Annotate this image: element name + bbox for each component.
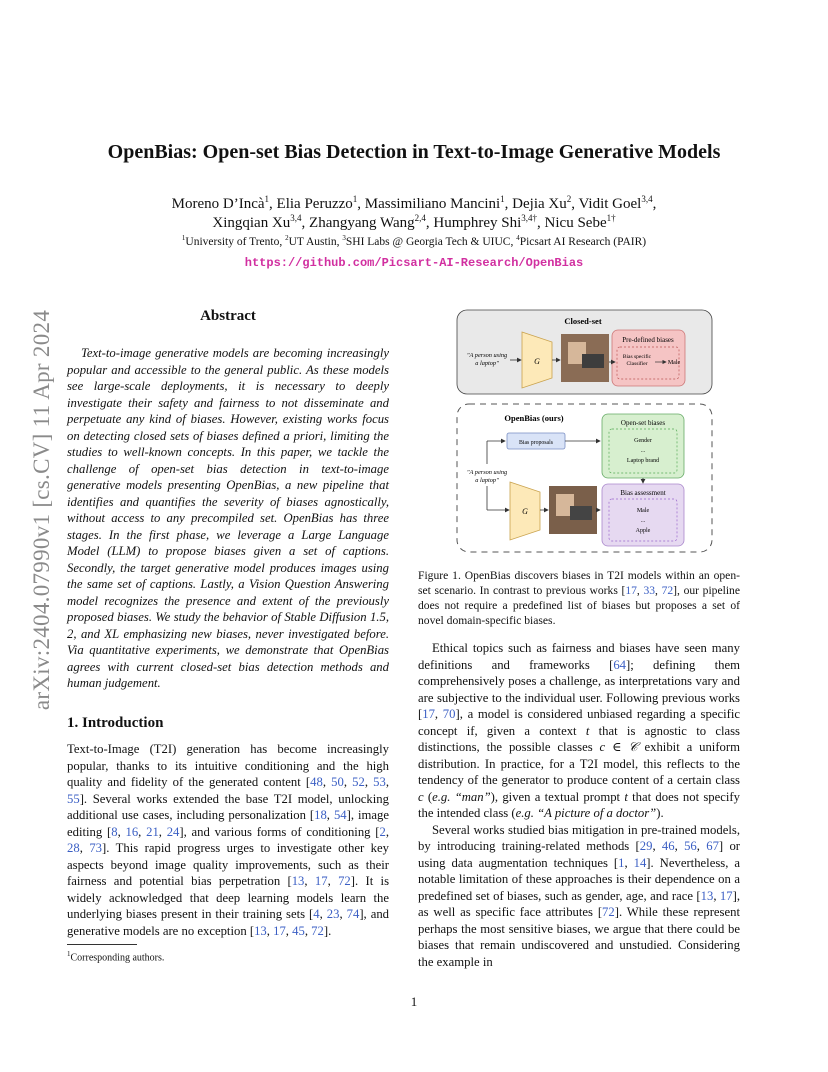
generator-top-label: G [534,357,540,366]
citation-link[interactable]: 17 [422,707,435,721]
male-label-bottom: Male [636,508,650,514]
author-name: Zhangyang Wang [309,215,415,231]
author-separator: , [425,215,434,231]
text-run: Text-to-Image (T2I) generation has become increasingly popular, thanks to its intuitive conditioning and the high quality and fidelity of the generated content [ [67,742,389,789]
citation-link[interactable]: 73 [89,841,103,855]
italic-text: c ∈ 𝒞 [599,740,638,754]
citation-link[interactable]: 4 [313,907,320,921]
text-run: , [79,841,90,855]
text-run: , [326,808,334,822]
footnote [67,950,164,963]
citation-link[interactable]: 17 [719,888,733,903]
citation-link[interactable]: 52 [352,775,365,789]
openbias-title: OpenBias (ours) [504,413,564,423]
author-separator: , [504,196,513,212]
citation-link[interactable]: 2 [379,824,386,839]
text-run: , [304,874,315,888]
citation-link[interactable]: 23 [326,907,340,921]
citation-link[interactable]: 45 [292,923,305,938]
author-name: Massimiliano Mancini [364,196,501,212]
affiliation-marker: 3 [342,234,346,242]
text-run: Ethical topics such as fairness and biases have seen many definitions and frameworks [ [418,641,740,672]
intro-p1-text [67,741,389,939]
author-name: Xingqian Xu [212,215,291,231]
citation-link[interactable]: 13 [254,923,267,938]
text-run: that is agnostic to class distinctions, the possible classes [418,723,740,754]
citation-link[interactable]: 21 [146,824,159,839]
citation-link[interactable]: 72 [661,584,674,597]
footnote-rule [67,944,137,945]
author-separator: , [357,196,365,212]
classifier-label: Bias specific Classifier [622,354,652,367]
text-run: , [304,923,312,938]
right-paragraph-1 [418,640,740,822]
figure-1-caption [418,568,740,628]
text-run: ], our pipeline does not require a predefined list of biases but proposes a set of novel domain-specific biases. [418,584,740,627]
text-run: ]. Nevertheless, a notable limitation of these approaches is their dependence on a predefined set of biases, such as gender, age, and race [ [418,855,740,903]
open-set-biases-title: Open-set biases [620,419,666,427]
citation-link[interactable]: 53 [373,775,386,789]
arxiv-id-text: arXiv:2404.07990v1 [cs.CV] 11 Apr 2024 [29,309,54,711]
text-run: , [713,888,720,903]
citation-link[interactable]: 33 [643,584,656,597]
text-run: ( [423,789,433,804]
text-run: , [327,874,339,888]
text-run: , [343,775,353,789]
text-run: , [385,775,389,789]
affiliation-name: SHI Labs @ Georgia Tech & UIUC, [345,235,517,248]
affiliation-marker: 2 [285,234,289,242]
citation-link[interactable]: 67 [706,839,719,853]
affiliation-name: Picsart AI Research (PAIR) [519,235,647,248]
image-laptop-bottom [570,506,592,520]
text-run: ]. It is widely acknowledged that deep learning models learn the underlying biases present in their training sets [ [67,874,390,921]
text-run: , [624,855,634,870]
text-run: ), given a textual prompt [490,789,625,804]
citation-link[interactable]: 14 [633,855,647,870]
text-run: , [674,839,685,853]
author-separator: , [269,196,277,212]
citation-link[interactable]: 28 [67,841,80,855]
citation-link[interactable]: 16 [125,824,139,839]
prompt-top: "A person using a laptop" [466,352,508,367]
figure-1-diagram [452,304,717,556]
text-run: , [266,923,274,938]
citation-link[interactable]: 24 [166,824,180,839]
citation-link[interactable]: 17 [273,923,286,938]
citation-link[interactable]: 17 [314,874,328,888]
text-run: ], and various forms of conditioning [ [179,824,380,839]
text-run: ]. [323,923,332,938]
affiliations [0,234,828,248]
text-run: ]. This rapid progress urges to investigate other key aspects beyond image quality improvements, such as their fairness and potential bias perpetration [ [67,841,389,888]
text-run: , [158,824,167,839]
author-separator: , [571,196,579,212]
citation-link[interactable]: 46 [661,839,675,853]
text-run: ], image editing [ [67,808,390,839]
bias-proposals-label: Bias proposals [519,440,553,446]
citation-link[interactable]: 17 [625,584,637,597]
text-run: ). [656,806,664,820]
abstract-heading: Abstract [200,308,256,324]
text-run: , [385,824,389,839]
author-separator: , [537,215,545,231]
footnote-marker: 1 [67,950,71,958]
citation-link[interactable]: 74 [346,907,360,921]
text-run: , [322,775,332,789]
affiliation-marker: 1 [181,234,186,242]
citation-link[interactable]: 13 [291,874,305,888]
text-run: ]. While these represent perhaps the most sensitive biases, we argue that there could be biases that remain undiscovered and unstudied. Considering the example in [418,905,740,969]
citation-link[interactable]: 64 [613,657,626,672]
abstract-text [67,345,389,692]
citation-link[interactable]: 55 [67,791,80,806]
citation-link[interactable]: 72 [602,905,615,919]
laptop-brand-label: Laptop brand [626,458,660,464]
author-name: Humphrey Shi [433,215,522,231]
author-affiliation-marker: 1 [264,194,270,204]
text-run: ]. Several works extended the base T2I model, unlocking additional use cases, including personalization [ [67,791,389,822]
right-paragraph-2 [418,822,740,971]
author-name: Elia Peruzzo [276,196,353,212]
author-affiliation-marker: 3,4 [290,213,302,223]
gender-label: Gender [634,438,652,444]
text-run: , [696,839,707,853]
text-run: , [138,824,147,839]
author-affiliation-marker: 2,4 [414,213,426,223]
text-run: , [339,907,347,921]
italic-text: c [418,789,424,804]
author-affiliation-marker: 3,4† [521,213,538,223]
text-run: ], and generative models are no exception [ [67,907,390,938]
affiliation-name: UT Austin, [288,235,343,248]
introduction-heading: 1. Introduction [67,715,164,731]
image-laptop-top [582,354,604,368]
generator-bottom-label: G [522,507,528,516]
citation-link[interactable]: 56 [684,839,697,853]
text-run: Figure 1. OpenBias discovers biases in T2I models within an open-set scenario. In contrast to previous works [ [418,569,740,597]
author-separator: , [652,196,657,212]
italic-text: t [624,789,628,804]
author-affiliation-marker: 1 [500,194,505,204]
affiliation-name: University of Trento, [185,235,286,248]
author-affiliation-marker: 1† [606,213,616,223]
citation-link[interactable]: 8 [111,824,118,839]
text-run: ] or using data augmentation techniques [ [418,839,741,870]
predefined-biases-title: Pre-defined biases [622,336,674,344]
prompt-bottom: "A person using a laptop" [466,469,508,484]
right-column-text [418,640,740,970]
italic-text: e.g. “man” [432,789,491,804]
citation-link[interactable]: 72 [311,923,324,938]
text-run: Several works studied bias mitigation in pre-trained models, by introducing training-related methods [ [418,822,740,853]
figure-1 [452,304,717,556]
male-label-top: Male [667,360,681,366]
affiliation-marker: 4 [516,234,520,242]
text-run: ]; defining them comprehensively poses a challenge, as interpretations vary and are subjective to the individual user. Following previous works [ [418,657,740,721]
text-run: ], a model is considered unbiased regarding a specific concept if, given a context [418,707,740,738]
author-affiliation-marker: 3,4 [641,194,653,204]
citation-link[interactable]: 70 [442,707,456,721]
arxiv-side-identifier [22,300,62,720]
footnote-text: Corresponding authors. [70,952,165,964]
text-run: ], as well as specific face attributes [ [418,888,740,919]
citation-link[interactable]: 50 [331,775,344,789]
author-name: Moreno D’Incà [171,196,265,212]
bias-assessment-title: Bias assessment [620,489,666,497]
text-run: , [652,839,662,853]
citation-link[interactable]: 48 [310,775,323,789]
citation-link[interactable]: 29 [639,839,653,853]
author-separator: , [301,215,310,231]
text-run: , [319,907,327,921]
author-name: Dejia Xu [512,196,567,212]
apple-label: Apple [635,528,651,534]
page-number: 1 [410,994,418,1009]
authors-line-1 [0,194,828,213]
closed-set-title: Closed-set [564,316,602,326]
text-run: , [434,707,443,721]
text-run: , [285,923,293,938]
citation-link[interactable]: 1 [618,855,625,870]
citation-link[interactable]: 54 [333,808,347,822]
paper-title: OpenBias: Open-set Bias Detection in Text-to-Image Generative Models [107,141,721,163]
text-run: exhibit a uniform distribution. In practice, for a T2I model, this reflects to the tendency of the generator to produce content of a certain class [418,740,740,787]
abstract-paragraph: Text-to-image generative models are becoming increasingly popular and accessible to the general public. As these models see large-scale deployments, it is necessary to deeply investigate their safety and fairness to not disseminate and perpetuate any kind of biases. However, existing works focus on detecting closed sets of biases defined a priori, limiting the studies to well-known concepts. In this paper, we tackle the challenge of open-set bias detection in text-to-image generative models presenting OpenBias, a new pipeline that identifies and quantifies the severity of biases agnostically, without access to any precompiled set. OpenBias has three stages. In the first phase, we leverage a Large Language Model (LLM) to propose biases given a set of captions. Secondly, the target generative model produces images using the same set of captions. Lastly, a Vision Question Answering model recognizes the presence and extent of the previously proposed biases. We study the behavior of Stable Diffusion 1.5, 2, and XL emphasizing new biases, never investigated before. Via quantitative experiments, we demonstrate that OpenBias agrees with current closed-set bias detection methods and human judgement. [67,346,389,690]
authors-line-2 [0,213,828,232]
citation-link[interactable]: 13 [700,888,714,903]
introduction-paragraph-1 [67,741,389,939]
text-run: that does not specify the intended class ( [418,789,740,820]
author-name: Vidit Goel [578,196,642,212]
author-name: Nicu Sebe [544,215,607,231]
citation-link[interactable]: 72 [338,874,351,888]
italic-text: e.g. “A picture of a doctor” [515,806,657,820]
text-run: , [364,775,374,789]
author-affiliation-marker: 1 [352,194,358,204]
author-affiliation-marker: 2 [566,194,572,204]
citation-link[interactable]: 18 [314,808,327,822]
text-run: , [655,584,662,597]
repository-link[interactable]: https://github.com/Picsart-AI-Research/OpenBias [244,256,584,270]
italic-text: t [585,723,590,738]
ellipsis-label-2: ... [640,518,646,524]
ellipsis-label: ... [640,448,646,454]
text-run: , [636,584,644,597]
text-run: , [117,824,126,839]
